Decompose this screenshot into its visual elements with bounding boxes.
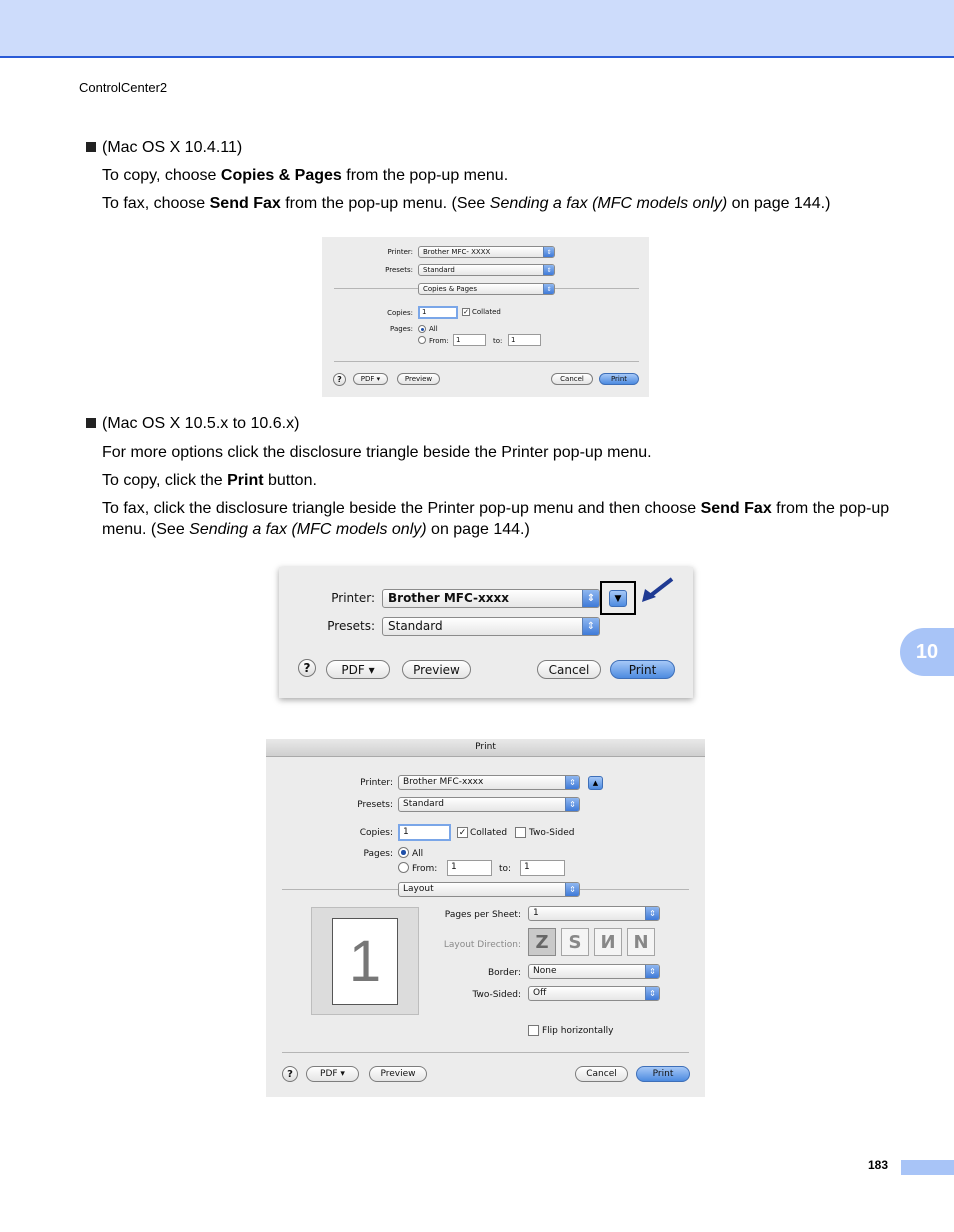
cancel-button[interactable]: Cancel: [537, 660, 601, 679]
popup-arrows-icon: ⇕: [565, 776, 579, 789]
pages-all-label: All: [429, 325, 438, 333]
to-label: to:: [493, 337, 503, 345]
copies-input[interactable]: 1: [398, 824, 451, 841]
two-sided-label: Two-Sided:: [472, 990, 521, 1000]
printer-value: Brother MFC- XXXX: [423, 248, 491, 256]
square-bullet-icon: [86, 418, 96, 428]
preview-button[interactable]: Preview: [397, 373, 440, 385]
printer-label: Printer:: [331, 591, 375, 605]
popup-arrows-icon: ⇕: [543, 284, 554, 294]
section2-line3: [102, 498, 902, 540]
printer-label: Printer:: [360, 778, 393, 788]
to-label: to:: [499, 864, 512, 874]
text-bold: Send Fax: [209, 195, 281, 212]
layout-n-icon[interactable]: N: [627, 928, 655, 956]
presets-popup[interactable]: [382, 617, 600, 636]
pages-all-radio[interactable]: [418, 325, 426, 333]
presets-label: Presets:: [385, 266, 413, 274]
pages-per-sheet-value: 1: [533, 908, 539, 918]
disclosure-triangle-up-icon[interactable]: ▲: [588, 776, 603, 790]
section2-bullet-text: (Mac OS X 10.5.x to 10.6.x): [102, 415, 300, 432]
panel-value: Copies & Pages: [423, 285, 478, 293]
preview-page: 1: [332, 918, 398, 1005]
help-button[interactable]: ?: [282, 1066, 298, 1082]
print-button[interactable]: Print: [599, 373, 639, 385]
running-head: ControlCenter2: [79, 80, 168, 95]
printer-value: Brother MFC-xxxx: [403, 777, 484, 787]
pages-all-radio[interactable]: [398, 847, 409, 858]
copies-label: Copies:: [359, 828, 393, 838]
preview-pane: [311, 907, 419, 1015]
section2-bullet: [86, 414, 299, 434]
text-bold: Send Fax: [700, 500, 772, 517]
popup-arrows-icon: ⇕: [565, 883, 579, 896]
popup-arrows-icon: ⇕: [582, 618, 599, 635]
collated-label: Collated: [472, 308, 501, 316]
border-label: Border:: [487, 968, 521, 978]
presets-popup[interactable]: [418, 264, 555, 276]
printer-popup[interactable]: [398, 775, 580, 790]
from-label: From:: [412, 864, 438, 874]
preview-button[interactable]: Preview: [369, 1066, 427, 1082]
from-input[interactable]: 1: [447, 860, 492, 876]
window-title: Print: [266, 739, 705, 757]
popup-arrows-icon: ⇕: [582, 590, 599, 607]
section1-bullet: [86, 138, 242, 158]
collated-checkbox[interactable]: ✓: [458, 827, 467, 838]
cross-reference: Sending a fax (MFC models only): [489, 195, 728, 212]
square-bullet-icon: [86, 142, 96, 152]
pages-all-label: All: [412, 849, 424, 859]
cancel-button[interactable]: Cancel: [575, 1066, 628, 1082]
popup-arrows-icon: ⇕: [645, 907, 659, 920]
panel-value: Layout: [403, 884, 434, 894]
pdf-button[interactable]: PDF ▾: [353, 373, 388, 385]
pdf-button[interactable]: PDF ▾: [306, 1066, 359, 1082]
cancel-button[interactable]: Cancel: [551, 373, 593, 385]
help-button[interactable]: ?: [333, 373, 346, 386]
pdf-button[interactable]: PDF ▾: [326, 660, 390, 679]
two-sided-checkbox[interactable]: [515, 827, 526, 838]
text: from the pop-up menu.: [341, 167, 509, 184]
to-input[interactable]: 1: [520, 860, 565, 876]
presets-value: Standard: [388, 619, 443, 633]
presets-value: Standard: [403, 799, 444, 809]
text: To fax, click the disclosure triangle beside the Printer pop-up menu and then choose: [102, 500, 701, 517]
print-button[interactable]: Print: [636, 1066, 690, 1082]
layout-z-icon[interactable]: Z: [528, 928, 556, 956]
popup-arrows-icon: ⇕: [645, 987, 659, 1000]
text: To copy, click the: [102, 472, 228, 489]
cross-reference: Sending a fax (MFC models only): [189, 521, 427, 538]
text: button.: [263, 472, 317, 489]
printer-popup[interactable]: [418, 246, 555, 258]
section2-line2: [102, 470, 902, 491]
popup-arrows-icon: ⇕: [645, 965, 659, 978]
two-sided-check-label: Two-Sided: [529, 828, 575, 838]
from-label: From:: [429, 337, 449, 345]
divider: [282, 1052, 689, 1053]
flip-horizontally-label: Flip horizontally: [542, 1026, 614, 1036]
copies-input[interactable]: 1: [418, 306, 458, 319]
section1-line1: [102, 165, 902, 186]
popup-arrows-icon: ⇕: [543, 265, 554, 275]
text-bold: Copies & Pages: [220, 167, 342, 184]
top-band: [0, 0, 954, 58]
printer-popup[interactable]: [382, 589, 600, 608]
text-bold: Print: [227, 472, 264, 489]
border-value: None: [533, 966, 557, 976]
divider: [334, 361, 639, 362]
collated-checkbox[interactable]: ✓: [463, 308, 469, 316]
printer-value: Brother MFC-xxxx: [388, 591, 509, 605]
print-dialog-collapsed: [279, 567, 693, 698]
pages-from-radio[interactable]: [418, 336, 426, 344]
panel-popup[interactable]: [398, 882, 580, 897]
text: from the pop-up menu. (See: [102, 500, 890, 538]
presets-label: Presets:: [327, 619, 375, 633]
printer-label: Printer:: [387, 248, 413, 256]
copies-label: Copies:: [387, 309, 413, 317]
popup-arrows-icon: ⇕: [543, 247, 554, 257]
text: on page 144.): [727, 195, 831, 212]
presets-popup[interactable]: [398, 797, 580, 812]
panel-popup[interactable]: [418, 283, 555, 295]
section2-line1: For more options click the disclosure triangle beside the Printer pop-up menu.: [102, 444, 652, 461]
pages-per-sheet-popup[interactable]: [528, 906, 660, 921]
two-sided-popup[interactable]: [528, 986, 660, 1001]
help-button[interactable]: ?: [298, 659, 316, 677]
pointer-arrow-icon: [641, 577, 675, 603]
layout-s-icon[interactable]: S: [561, 928, 589, 956]
print-dialog-expanded: [266, 739, 705, 1097]
border-popup[interactable]: [528, 964, 660, 979]
print-button[interactable]: Print: [610, 660, 675, 679]
presets-value: Standard: [423, 266, 455, 274]
pages-label: Pages:: [390, 325, 413, 333]
page-number-bar: [901, 1160, 954, 1175]
text: from the pop-up menu. (See: [280, 195, 490, 212]
section1-line2: [102, 193, 902, 214]
preview-button[interactable]: Preview: [402, 660, 471, 679]
text: on page 144.): [426, 521, 530, 538]
layout-reverse-n-icon[interactable]: И: [594, 928, 622, 956]
pages-from-radio[interactable]: [398, 862, 409, 873]
pages-label: Pages:: [363, 849, 393, 859]
text: To fax, choose: [102, 195, 210, 212]
popup-arrows-icon: ⇕: [565, 798, 579, 811]
presets-label: Presets:: [357, 800, 393, 810]
collated-label: Collated: [470, 828, 508, 838]
from-input[interactable]: 1: [453, 334, 486, 346]
text: To copy, choose: [102, 167, 221, 184]
two-sided-value: Off: [533, 988, 547, 998]
to-input[interactable]: 1: [508, 334, 541, 346]
page-number: 183: [868, 1158, 889, 1172]
chapter-tab: 10: [900, 628, 954, 676]
pages-per-sheet-label: Pages per Sheet:: [444, 910, 521, 920]
section1-bullet-text: (Mac OS X 10.4.11): [102, 139, 243, 156]
layout-direction-label: Layout Direction:: [443, 940, 521, 950]
print-dialog-10-4: [322, 237, 649, 397]
flip-horizontally-checkbox[interactable]: [528, 1025, 539, 1036]
disclosure-triangle-icon[interactable]: ▼: [609, 590, 627, 607]
